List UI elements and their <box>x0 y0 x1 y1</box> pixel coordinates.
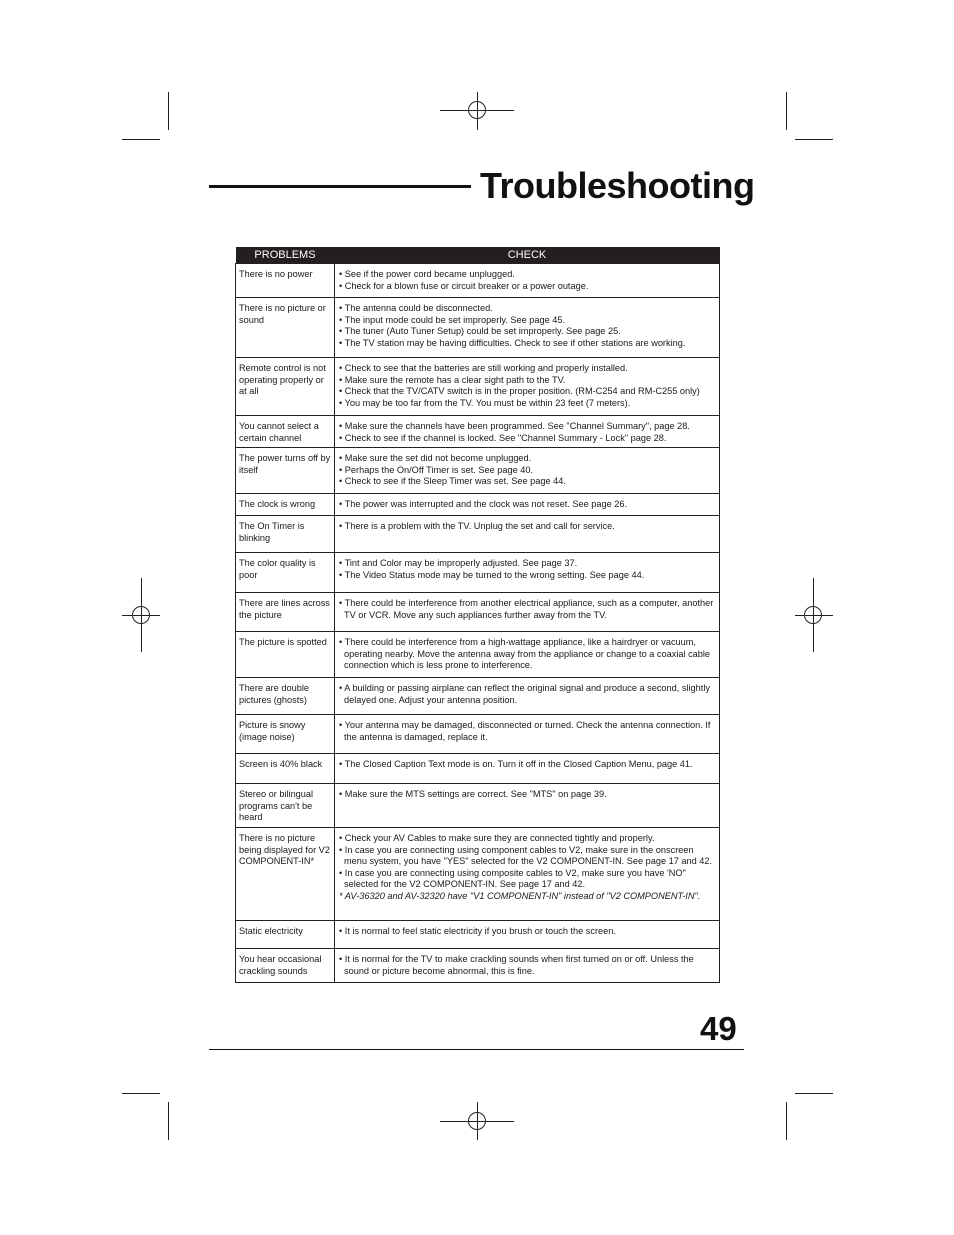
bottom-rule <box>209 1049 744 1050</box>
table-row <box>236 948 720 982</box>
check-item: • The tuner (Auto Tuner Setup) could be set improperly. See page 25. <box>339 326 716 338</box>
check-item: • Check your AV Cables to make sure they are connected tightly and properly. <box>339 833 716 845</box>
problem-cell: The color quality is poor <box>236 553 335 593</box>
problem-cell: The power turns off by itself <box>236 448 335 494</box>
check-item: • Tint and Color may be improperly adjusted. See page 37. <box>339 558 716 570</box>
table-row <box>236 416 720 448</box>
problem-cell: The clock is wrong <box>236 494 335 516</box>
check-cell <box>335 948 720 982</box>
check-item: • Check to see if the channel is locked. See "Channel Summary - Lock" page 28. <box>339 433 716 445</box>
table-row <box>236 494 720 516</box>
check-item: • Make sure the remote has a clear sight path to the TV. <box>339 375 716 387</box>
problems-header: PROBLEMS <box>236 247 335 264</box>
check-cell <box>335 416 720 448</box>
table-row <box>236 920 720 948</box>
check-item: • There is a problem with the TV. Unplug the set and call for service. <box>339 521 716 533</box>
problem-cell: You cannot select a certain channel <box>236 416 335 448</box>
check-item: • In case you are connecting using component cables to V2, make sure in the onscreen menu system, you have "YES" selected for the V2 COMPONENT-IN. See page 17 and 42. <box>339 845 716 868</box>
check-item: • See if the power cord became unplugged. <box>339 269 716 281</box>
problem-cell: The picture is spotted <box>236 632 335 678</box>
check-item: • Make sure the channels have been programmed. See "Channel Summary", page 28. <box>339 421 716 433</box>
table-row <box>236 448 720 494</box>
check-cell <box>335 494 720 516</box>
check-cell <box>335 298 720 358</box>
table-row <box>236 754 720 784</box>
check-cell <box>335 754 720 784</box>
table-row <box>236 298 720 358</box>
check-item: • Perhaps the On/Off Timer is set. See page 40. <box>339 465 716 477</box>
check-header: CHECK <box>335 247 720 264</box>
title-rule <box>209 185 471 188</box>
problem-cell: Picture is snowy (image noise) <box>236 715 335 754</box>
check-item: • It is normal for the TV to make crackling sounds when first turned on or off. Unless the sound or picture become abnormal, this is fine. <box>339 954 716 977</box>
check-item: • Make sure the set did not become unplugged. <box>339 453 716 465</box>
table-row <box>236 827 720 920</box>
check-cell <box>335 264 720 298</box>
check-cell <box>335 448 720 494</box>
check-item: • There could be interference from another electrical appliance, such as a computer, another TV or VCR. Move any such appliances further away from the TV. <box>339 598 716 621</box>
page-number: 49 <box>700 1010 737 1047</box>
check-cell <box>335 516 720 553</box>
table-row <box>236 264 720 298</box>
check-item: • A building or passing airplane can reflect the original signal and produce a second, slightly delayed one. Adjust your antenna position. <box>339 683 716 706</box>
check-item: • The Closed Caption Text mode is on. Turn it off in the Closed Caption Menu, page 41. <box>339 759 716 771</box>
check-item: • Check for a blown fuse or circuit breaker or a power outage. <box>339 281 716 293</box>
check-cell <box>335 827 720 920</box>
table-body <box>236 264 720 983</box>
check-item: • The power was interrupted and the clock was not reset. See page 26. <box>339 499 716 511</box>
table-row <box>236 593 720 632</box>
problem-cell: There are double pictures (ghosts) <box>236 678 335 715</box>
table-row <box>236 784 720 828</box>
table-row <box>236 632 720 678</box>
problem-cell: There is no power <box>236 264 335 298</box>
problem-cell: There is no picture or sound <box>236 298 335 358</box>
table-row <box>236 516 720 553</box>
table-row <box>236 358 720 416</box>
check-cell <box>335 553 720 593</box>
check-cell <box>335 593 720 632</box>
check-item: • Your antenna may be damaged, disconnected or turned. Check the antenna connection. If the antenna is damaged, replace it. <box>339 720 716 743</box>
problem-cell: Remote control is not operating properly or at all <box>236 358 335 416</box>
table-header-row <box>236 247 720 264</box>
check-cell <box>335 632 720 678</box>
table-row <box>236 715 720 754</box>
check-item: • It is normal to feel static electricity if you brush or touch the screen. <box>339 926 716 938</box>
check-cell <box>335 784 720 828</box>
problem-cell: The On Timer is blinking <box>236 516 335 553</box>
check-item: • Check to see if the Sleep Timer was set. See page 44. <box>339 476 716 488</box>
check-item: • In case you are connecting using composite cables to V2, make sure you have 'NO" selected for the V2 COMPONENT-IN. See page 17 and 42. <box>339 868 716 891</box>
check-item: • The TV station may be having difficulties. Check to see if other stations are working. <box>339 338 716 350</box>
check-cell <box>335 715 720 754</box>
check-item: • There could be interference from a high-wattage appliance, like a hairdryer or vacuum, operating nearby. Move the antenna away from the appliance or change to a coaxial cable connection which is less prone to interference. <box>339 637 716 672</box>
check-cell <box>335 358 720 416</box>
check-item: • The input mode could be set improperly. See page 45. <box>339 315 716 327</box>
problem-cell: Static electricity <box>236 920 335 948</box>
check-item: • The Video Status mode may be turned to the wrong setting. See page 44. <box>339 570 716 582</box>
problem-cell: Stereo or bilingual programs can't be heard <box>236 784 335 828</box>
page-title: Troubleshooting <box>480 165 755 206</box>
check-item: • You may be too far from the TV. You must be within 23 feet (7 meters). <box>339 398 716 410</box>
problem-cell: Screen is 40% black <box>236 754 335 784</box>
check-item: • Check that the TV/CATV switch is in the proper position. (RM-C254 and RM-C255 only) <box>339 386 716 398</box>
check-item: • Check to see that the batteries are still working and properly installed. <box>339 363 716 375</box>
check-item: • The antenna could be disconnected. <box>339 303 716 315</box>
table-row <box>236 553 720 593</box>
troubleshooting-table <box>235 247 720 983</box>
check-cell <box>335 920 720 948</box>
check-item: • Make sure the MTS settings are correct. See "MTS" on page 39. <box>339 789 716 801</box>
table-row <box>236 678 720 715</box>
check-cell <box>335 678 720 715</box>
model-note: * AV-36320 and AV-32320 have "V1 COMPONENT-IN" instead of "V2 COMPONENT-IN". <box>339 890 701 901</box>
problem-cell: There are lines across the picture <box>236 593 335 632</box>
problem-cell: You hear occasional crackling sounds <box>236 948 335 982</box>
problem-cell: There is no picture being displayed for V2 COMPONENT-IN* <box>236 827 335 920</box>
